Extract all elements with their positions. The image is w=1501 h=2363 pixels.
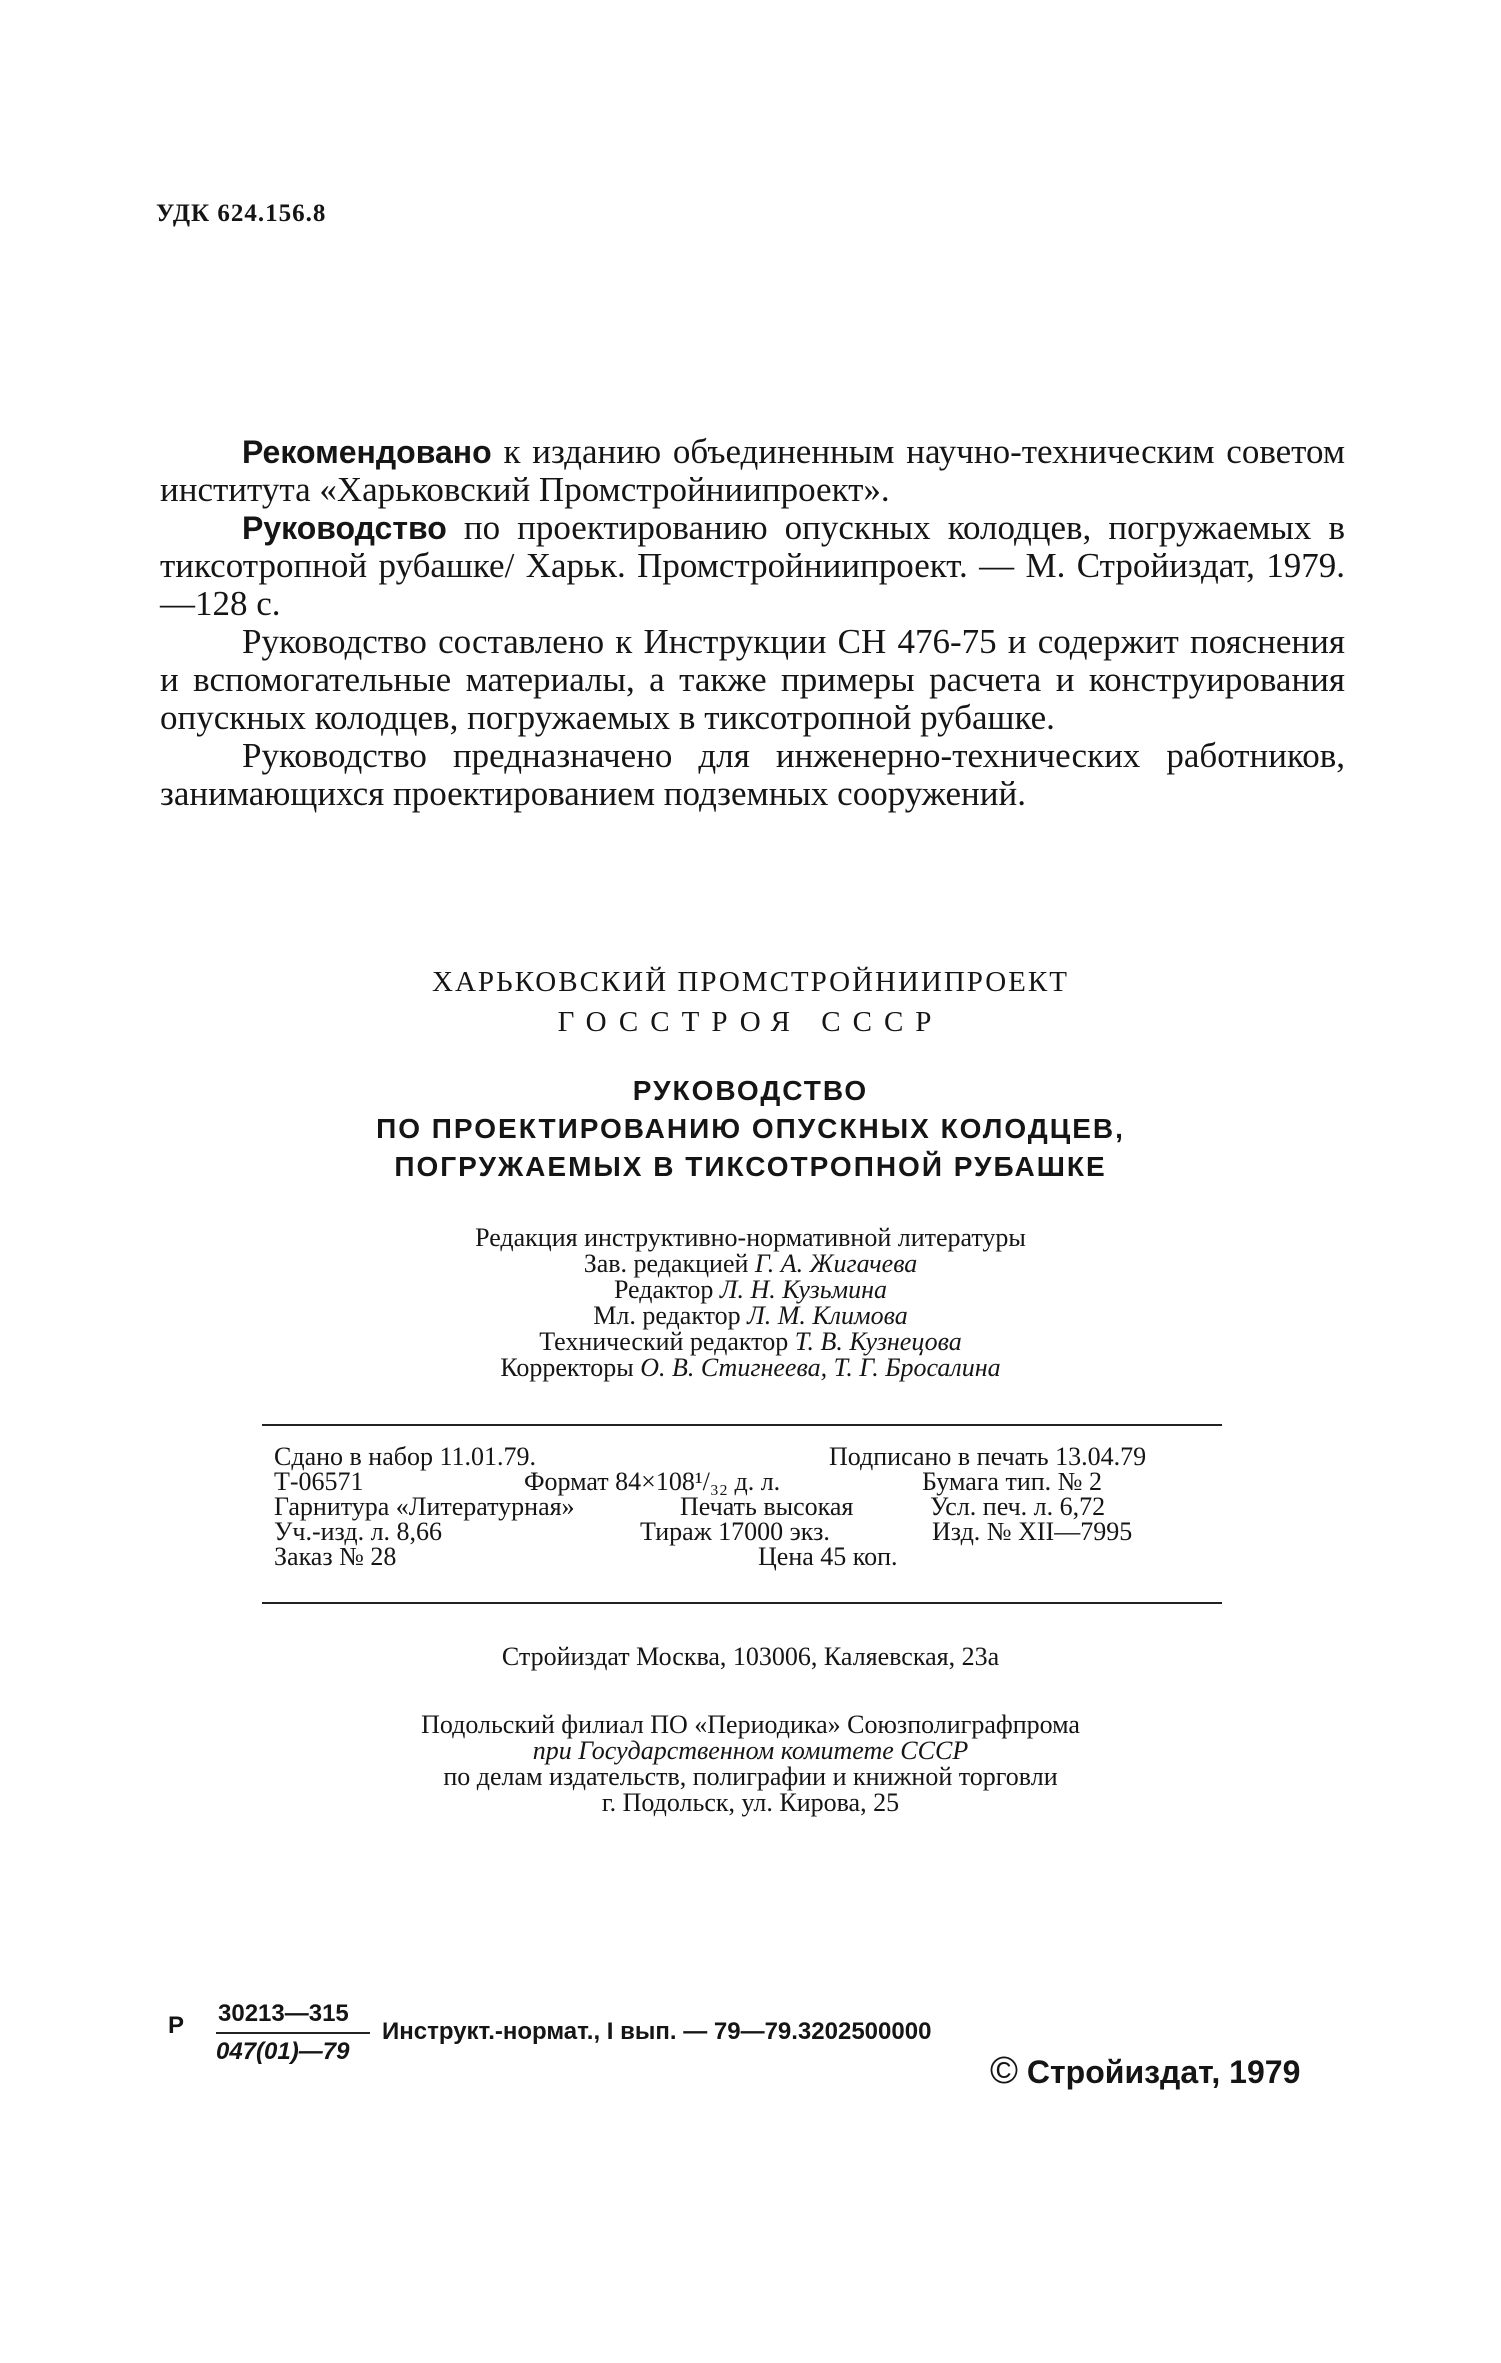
publication-cell: Уч.-изд. л. 8,66 <box>274 1517 443 1546</box>
abstract-paragraph-1 <box>160 433 1345 509</box>
book-title <box>0 1072 1501 1186</box>
credits-label: Технический редактор <box>539 1327 789 1356</box>
abstract-paragraph-3: Руководство составлено к Инструкции СН 476-75 и содержит пояснения и вспомогательные материалы, а также примеры расчета и конструирования опускных колодцев, погружаемых в тиксотропной рубашке. <box>160 622 1345 737</box>
code-denominator: 047(01)—79 <box>216 2038 350 2065</box>
credits-line-junior-editor <box>0 1303 1501 1329</box>
publication-cell: Заказ № 28 <box>274 1542 397 1571</box>
publication-cell: Подписано в печать 13.04.79 <box>829 1442 1147 1471</box>
credits-label: Мл. редактор <box>593 1301 741 1330</box>
publication-cell: Печать высокая <box>680 1492 854 1521</box>
organization-parent: ГОССТРОЯ СССР <box>557 1006 944 1038</box>
code-description: Инструкт.-нормат., I вып. — 79—79.3202500000 <box>382 2018 932 2045</box>
credits-label: Редактор <box>613 1275 714 1304</box>
udk-code: УДК 624.156.8 <box>156 200 327 227</box>
credits-person: О. В. Стигнеева, Т. Г. Бросалина <box>640 1353 1001 1382</box>
publication-cell: Гарнитура «Литературная» <box>274 1492 575 1521</box>
credits-department: Редакция инструктивно-нормативной литературы <box>475 1223 1026 1252</box>
credits-person: Т. В. Кузнецова <box>794 1327 962 1356</box>
abstract-paragraph-4: Руководство предназначено для инженерно-технических работников, занимающихся проектированием подземных сооружений. <box>160 736 1345 813</box>
publication-row <box>274 1544 1234 1569</box>
credits-person: Г. А. Жигачева <box>754 1249 918 1278</box>
printer-block <box>0 1712 1501 1816</box>
abstract-p1-text: к изданию объединенным научно-техническим советом института «Харьковский Промстройниипроект». <box>160 432 1345 509</box>
organization-block <box>0 962 1501 1042</box>
publication-row <box>274 1469 1234 1494</box>
credits-person: Л. М. Климова <box>747 1301 908 1330</box>
credits-label: Корректоры <box>500 1353 634 1382</box>
title-line-2: ПО ПРОЕКТИРОВАНИЮ ОПУСКНЫХ КОЛОДЦЕВ, <box>376 1113 1125 1144</box>
title-line-1: РУКОВОДСТВО <box>632 1075 869 1106</box>
credits-person: Л. Н. Кузьмина <box>719 1275 888 1304</box>
publication-cell: Тираж 17000 экз. <box>640 1517 830 1546</box>
abstract-block <box>160 433 1345 813</box>
publisher-address: Стройиздат Москва, 103006, Каляевская, 23а <box>501 1642 1000 1671</box>
editorial-credits <box>0 1225 1501 1381</box>
code-fraction <box>216 2000 370 2066</box>
copyright-icon: © <box>990 2050 1018 2092</box>
publication-cell: Т-06571 <box>274 1467 364 1496</box>
publication-row <box>274 1494 1234 1519</box>
publication-row <box>274 1519 1234 1544</box>
publication-row <box>274 1444 1234 1469</box>
printer-line-3: по делам издательств, полиграфии и книжной торговли <box>443 1762 1058 1791</box>
copyright-line <box>990 2050 1300 2093</box>
divider-top <box>262 1424 1222 1426</box>
title-line-3: ПОГРУЖАЕМЫХ В ТИКСОТРОПНОЙ РУБАШКЕ <box>394 1151 1107 1182</box>
organization-name: ХАРЬКОВСКИЙ ПРОМСТРОЙНИИПРОЕКТ <box>432 966 1069 998</box>
code-numerator: 30213—315 <box>218 2000 349 2027</box>
publication-details <box>274 1444 1234 1569</box>
credits-line-head-editor <box>0 1251 1501 1277</box>
credits-line-proofreaders <box>0 1355 1501 1381</box>
printer-line-1: Подольский филиал ПО «Периодика» Союзполиграфпрома <box>421 1710 1080 1739</box>
credits-label: Зав. редакцией <box>583 1249 749 1278</box>
publication-cell: Изд. № XII—7995 <box>932 1517 1133 1546</box>
publication-cell: Бумага тип. № 2 <box>922 1467 1102 1496</box>
abstract-p2-text: по проектированию опускных колодцев, погружаемых в тиксотропной рубашке/ Харьк. Промстройниипроект. — М. Стройиздат, 1979.—128 с. <box>160 508 1345 623</box>
divider-bottom <box>262 1602 1222 1604</box>
publication-cell: Формат 84×108¹/₃₂ д. л. <box>524 1467 781 1496</box>
abstract-paragraph-2 <box>160 509 1345 623</box>
abstract-p1-bold: Рекомендовано <box>242 434 492 470</box>
code-letter: Р <box>168 2012 185 2039</box>
code-fraction-bar <box>216 2032 370 2034</box>
abstract-p2-bold: Руководство <box>242 510 447 546</box>
publication-cell: Цена 45 коп. <box>758 1542 898 1571</box>
credits-line-technical-editor <box>0 1329 1501 1355</box>
publication-cell: Усл. печ. л. 6,72 <box>930 1492 1106 1521</box>
copyright-text: Стройиздат, 1979 <box>1026 2054 1301 2090</box>
publication-cell: Сдано в набор 11.01.79. <box>274 1442 537 1471</box>
printer-line-4: г. Подольск, ул. Кирова, 25 <box>601 1788 900 1817</box>
credits-line-editor <box>0 1277 1501 1303</box>
printer-line-2: при Государственном комитете СССР <box>532 1736 969 1765</box>
